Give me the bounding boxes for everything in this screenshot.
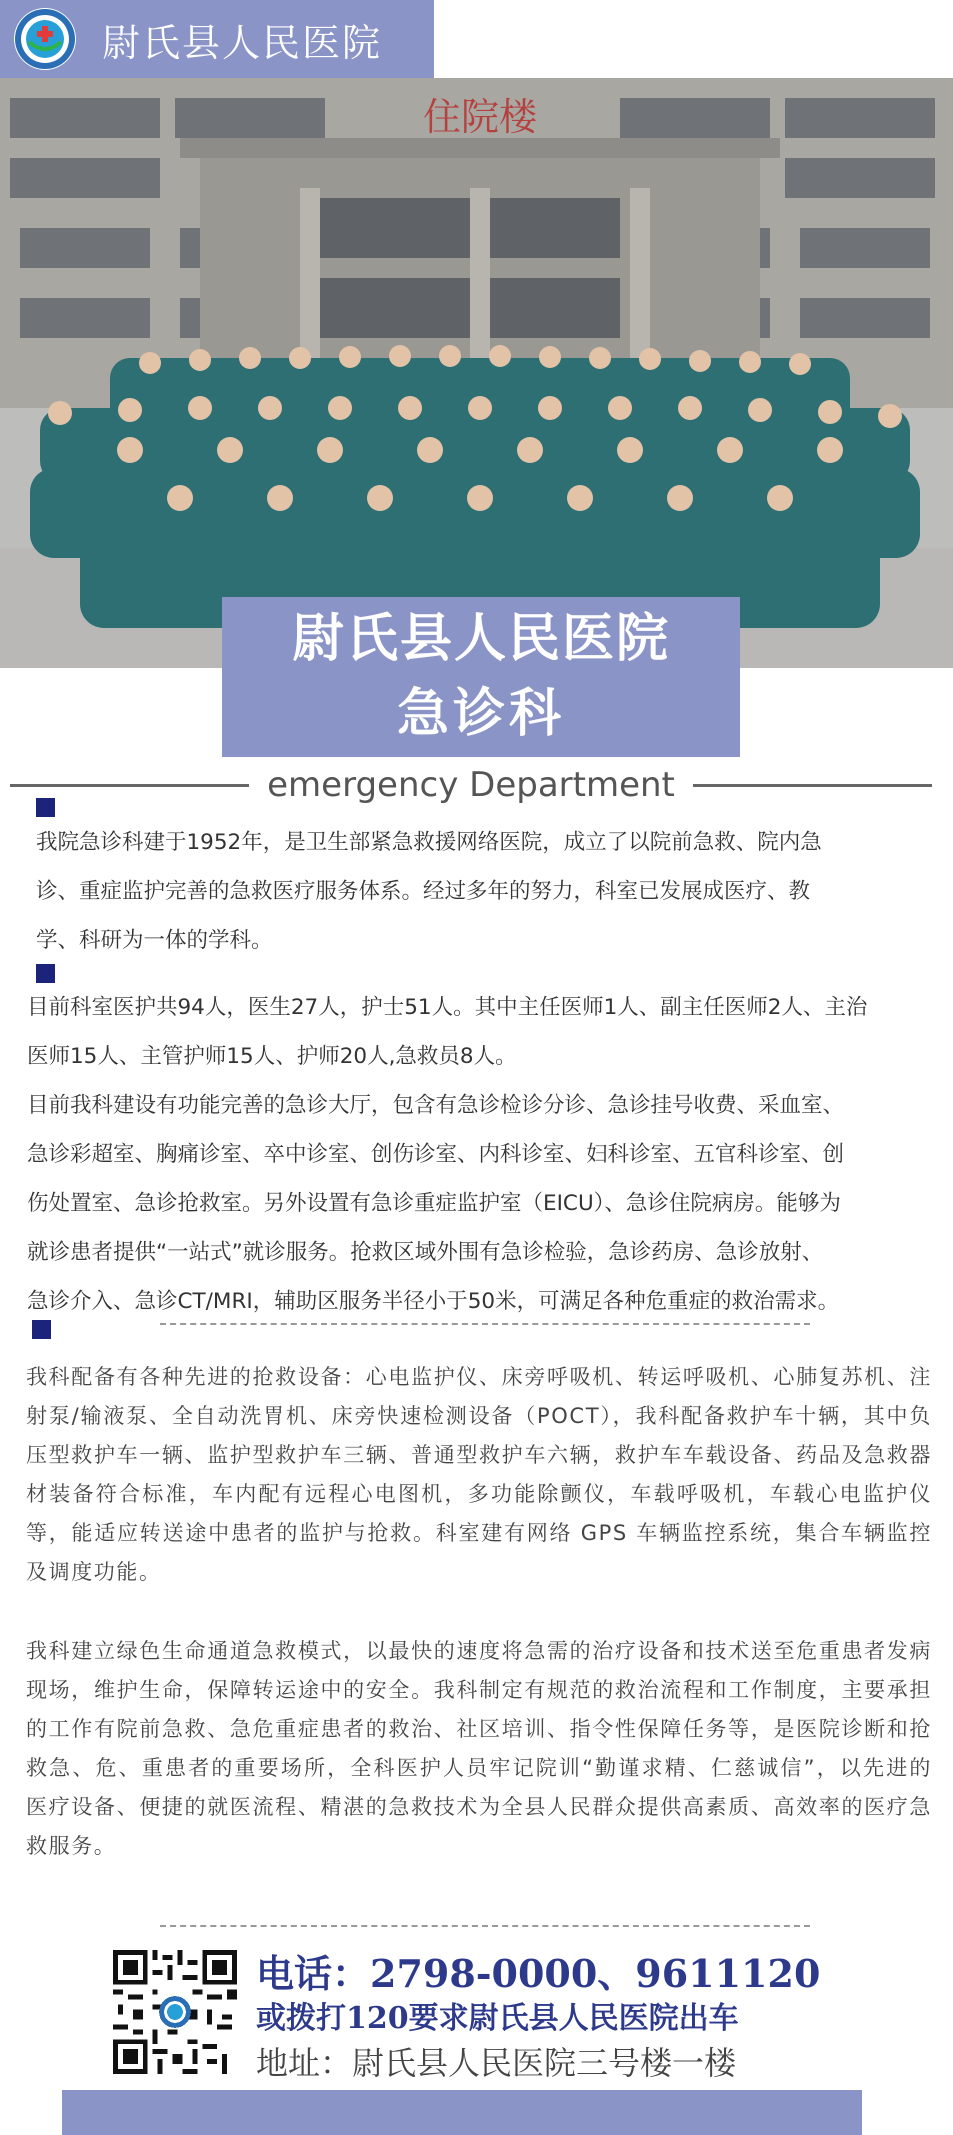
header-bar [0,0,434,78]
building-sign: 住院楼 [422,95,538,139]
dashed-divider [160,1323,810,1325]
text-line: 医师15人、主管护师15人、护师20人,急救员8人。 [27,1044,517,1069]
text-line: 伤处置室、急诊抢救室。另外设置有急诊重症监护室（EICU）、急诊住院病房。能够为 [27,1191,841,1216]
contact-address: 地址：尉氏县人民医院三号楼一楼 [256,2044,737,2082]
text-line: 目前我科建设有功能完善的急诊大厅，包含有急诊检诊分诊、急诊挂号收费、采血室、 [27,1093,845,1118]
header-title: 尉氏县人民医院 [102,20,383,65]
contact-phone: 电话：2798-0000、9611120 [256,1951,821,1996]
footer-bar [62,2090,862,2135]
paragraph-history [36,818,932,965]
bullet-square [36,798,55,817]
paragraph-staff [27,983,932,1081]
department-title-box [222,597,740,757]
title-hospital-name: 尉氏县人民医院 [291,608,670,669]
text-line: 我院急诊科建于1952年，是卫生部紧急救援网络医院，成立了以院前急救、院内急 [36,830,822,855]
subtitle-line-right [693,784,932,787]
text-line: 急诊彩超室、胸痛诊室、卒中诊室、创伤诊室、内科诊室、妇科诊室、五官科诊室、创 [27,1142,845,1167]
dashed-divider [160,1925,810,1927]
subtitle-row [10,762,932,808]
team-photo [0,78,953,668]
paragraph-green-channel: 我科建立绿色生命通道急救模式，以最快的速度将急需的治疗设备和技术送至危重患者发病现场，维护生命，保障转运途中的安全。我科制定有规范的救治流程和工作制度，主要承担的工作有院前急救、急危重症患者的救治、社区培训、指令性保障任务等，是医院诊断和抢救急、危、重患者的重要场所，全科医护人员牢记院训“勤谨求精、仁慈诚信”，以先进的医疗设备、便捷的就医流程、精湛的急救技术为全县人民群众提供高素质、高效率的医疗急救服务。 [26,1639,932,1858]
text-line: 目前科室医护共94人，医生27人，护士51人。其中主任医师1人、副主任医师2人、主治 [27,995,868,1020]
qr-code-icon [113,1950,237,2074]
subtitle-line-left [10,784,249,787]
bullet-square [36,964,55,983]
subtitle-english: emergency Department [267,765,675,805]
bullet-square [32,1320,51,1339]
paragraph-facilities [27,1081,932,1326]
paragraph-equipment: 我科配备有各种先进的抢救设备：心电监护仪、床旁呼吸机、转运呼吸机、心肺复苏机、注射泵/输液泵、全自动洗胃机、床旁快速检测设备（POCT），我科配备救护车十辆，其中负压型救护车一辆、监护型救护车三辆、普通型救护车六辆，救护车车载设备、药品及急救器材装备符合标准，车内配有远程心电图机，多功能除颤仪，车载呼吸机，车载心电监护仪等，能适应转送途中患者的监护与抢救。科室建有网络 GPS 车辆监控系统，集合车辆监控及调度功能。 [26,1365,932,1584]
text-line: 急诊介入、急诊CT/MRI，辅助区服务半径小于50米，可满足各种危重症的救治需求。 [27,1289,840,1314]
text-line: 就诊患者提供“一站式”就诊服务。抢救区域外围有急诊检验，急诊药房、急诊放射、 [27,1240,824,1265]
title-department-name: 急诊科 [396,683,565,744]
text-line: 诊、重症监护完善的急救医疗服务体系。经过多年的努力，科室已发展成医疗、教 [36,879,811,904]
contact-dial-120: 或拨打120要求尉氏县人民医院出车 [256,2001,739,2036]
hospital-logo-icon [14,8,76,70]
text-line: 学、科研为一体的学科。 [36,928,273,953]
